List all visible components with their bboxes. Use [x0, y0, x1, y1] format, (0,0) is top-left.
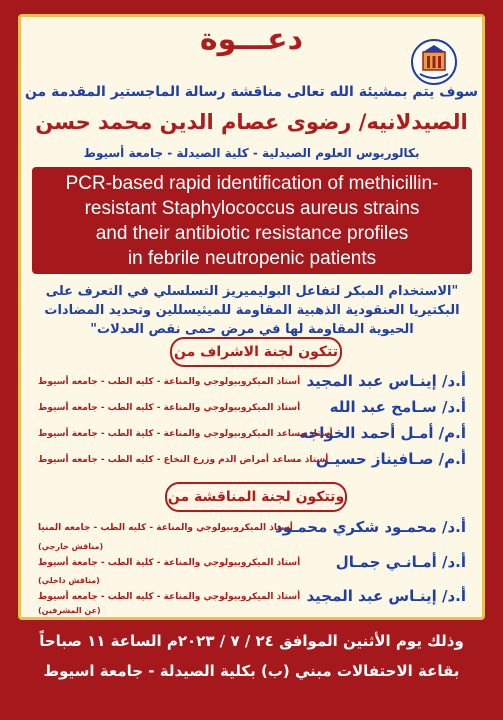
supervisor-row	[38, 398, 466, 420]
examiner-role-note: (عن المشرفين)	[38, 606, 101, 615]
member-title: أستاذ الميكروبيولوجي والمناعة - كلية الطب - جامعة أسيوط	[38, 558, 301, 568]
invitation-title: دعـــوة	[199, 22, 304, 57]
member-name: أ.م/ صـافيناز حسيـن	[315, 450, 466, 468]
english-title-line: in febrile neutropenic patients	[127, 248, 377, 269]
member-title: أستاذ الميكروبيولوجي والمناعة - كليه الطب - جامعه أسيوط	[38, 592, 301, 602]
member-name: أ.د/ أمـانـي جمـال	[335, 553, 466, 571]
supervisor-row	[38, 372, 466, 394]
candidate-name: الصيدلانيه/ رضوى عصام الدين محمد حسن	[35, 110, 468, 134]
candidate-degree: بكالوريوس العلوم الصيدلية - كلية الصيدلة - جامعة أسيوط	[83, 146, 420, 160]
member-name: أ.د/ سـامح عبد الله	[329, 398, 466, 416]
examiner-row	[38, 553, 466, 575]
supervision-heading: تتكون لجنة الاشراف من	[170, 337, 342, 367]
event-venue-line: بقاعة الاحتفالات مبني (ب) بكلية الصيدلة - جامعة اسيوط	[43, 662, 460, 680]
intro-line: سوف يتم بمشيئة الله تعالى مناقشة رسالة الماجستير المقدمة من	[24, 84, 479, 100]
member-name: أ.د/ محمـود شكري محمـود	[274, 518, 466, 536]
member-title: أستاذ الميكروبيولوجي والمناعة - كليه الطب - جامعه أسيوط	[38, 377, 301, 387]
english-title-line: and their antibiotic resistance profiles	[95, 223, 409, 244]
supervisor-row	[38, 450, 466, 472]
member-title: أستاذ مساعد الميكروبيولوجي والمناعة - كلية الطب - جامعة أسيوط	[38, 429, 333, 439]
english-title-line: PCR-based rapid identification of methicillin-	[65, 173, 439, 194]
supervisor-row	[38, 424, 466, 446]
member-name: أ.م/ أمـل أحمد الخواجه	[299, 424, 466, 442]
discussion-heading: وتتكون لجنة المناقشة من	[165, 482, 347, 512]
english-title-line: resistant Staphylococcus aureus strains	[84, 198, 420, 219]
examiner-role-note: (مناقش خارجي)	[38, 542, 104, 551]
member-title: أستاذ الميكروبيولوجي والمناعة - كليه الطب - جامعه أسيوط	[38, 403, 301, 413]
arabic-thesis-title: "الاستخدام المبكر لتفاعل البوليميريز التسلسلي في التعرف على البكتيريا العنقودية الذهبية المقاومة للميثيسللين وتحديد المضادات الحيوية المقاومة لها في مرض حمى نقص العدلات"	[44, 284, 460, 337]
examiner-role-note: (مناقش داخلي)	[38, 576, 100, 585]
examiner-row	[38, 518, 466, 540]
english-thesis-title	[32, 171, 472, 271]
member-title: أستاذ مساعد أمراض الدم وزرع النخاع - كليه الطب - جامعه أسيوط	[38, 455, 329, 465]
examiner-row	[38, 587, 466, 609]
member-name: أ.د/ إينـاس عبد المجيد	[306, 372, 466, 390]
member-title: أستاذ الميكروبيولوجي والمناعة - كليه الطب - جامعه المنيا	[38, 523, 293, 533]
event-date-line: وذلك يوم الأثنين الموافق ٢٤ / ٧ / ٢٠٢٣م الساعة ١١ صباحاً	[39, 632, 464, 650]
member-name: أ.د/ إينـاس عبد المجيد	[306, 587, 466, 605]
